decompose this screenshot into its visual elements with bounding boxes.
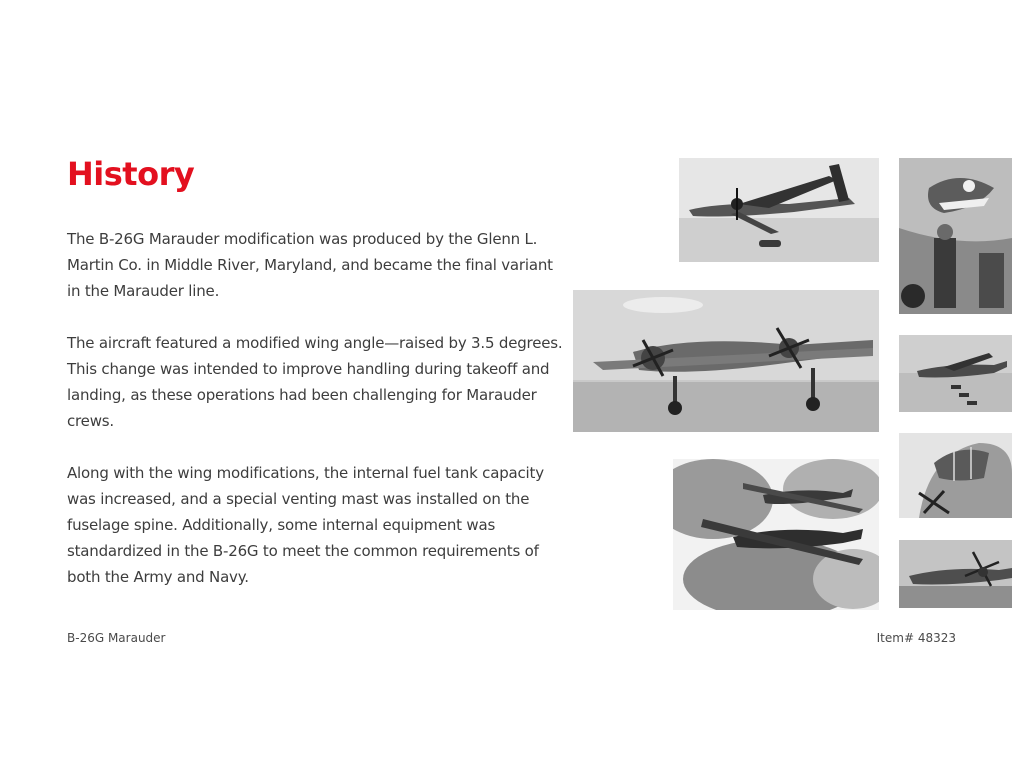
paragraph-fuel: Along with the wing modifications, the internal fuel tank capacity was increased, and a special venting mast was installed on the fuselage spine. Additionally, some internal equipment was standardized in the B-26G to meet the common requirements of both the Army and Navy. [67, 464, 544, 586]
photo-bomber-on-runway [573, 290, 879, 432]
photo-bomber-dropping-bombs [679, 158, 879, 262]
photo-bomber-bomb-run [899, 335, 1012, 412]
photo-bombers-in-clouds [673, 459, 879, 610]
photo-bomber-parked [899, 540, 1012, 608]
history-text [67, 226, 567, 590]
paragraph-wing: The aircraft featured a modified wing angle—raised by 3.5 degrees. This change was intended to improve handling during takeoff and landing, as these operations had been challenging for Marauder crews. [67, 334, 563, 430]
page-title: History [67, 155, 195, 193]
paragraph-intro: The B-26G Marauder modification was produced by the Glenn L. Martin Co. in Middle River, Maryland, and became the final variant in the Marauder line. [67, 230, 553, 300]
footer-product-name: B-26G Marauder [67, 631, 166, 645]
footer-item-number: Item# 48323 [876, 631, 956, 645]
photo-cockpit-closeup [899, 433, 1012, 518]
photo-nose-art-crewman [899, 158, 1012, 314]
